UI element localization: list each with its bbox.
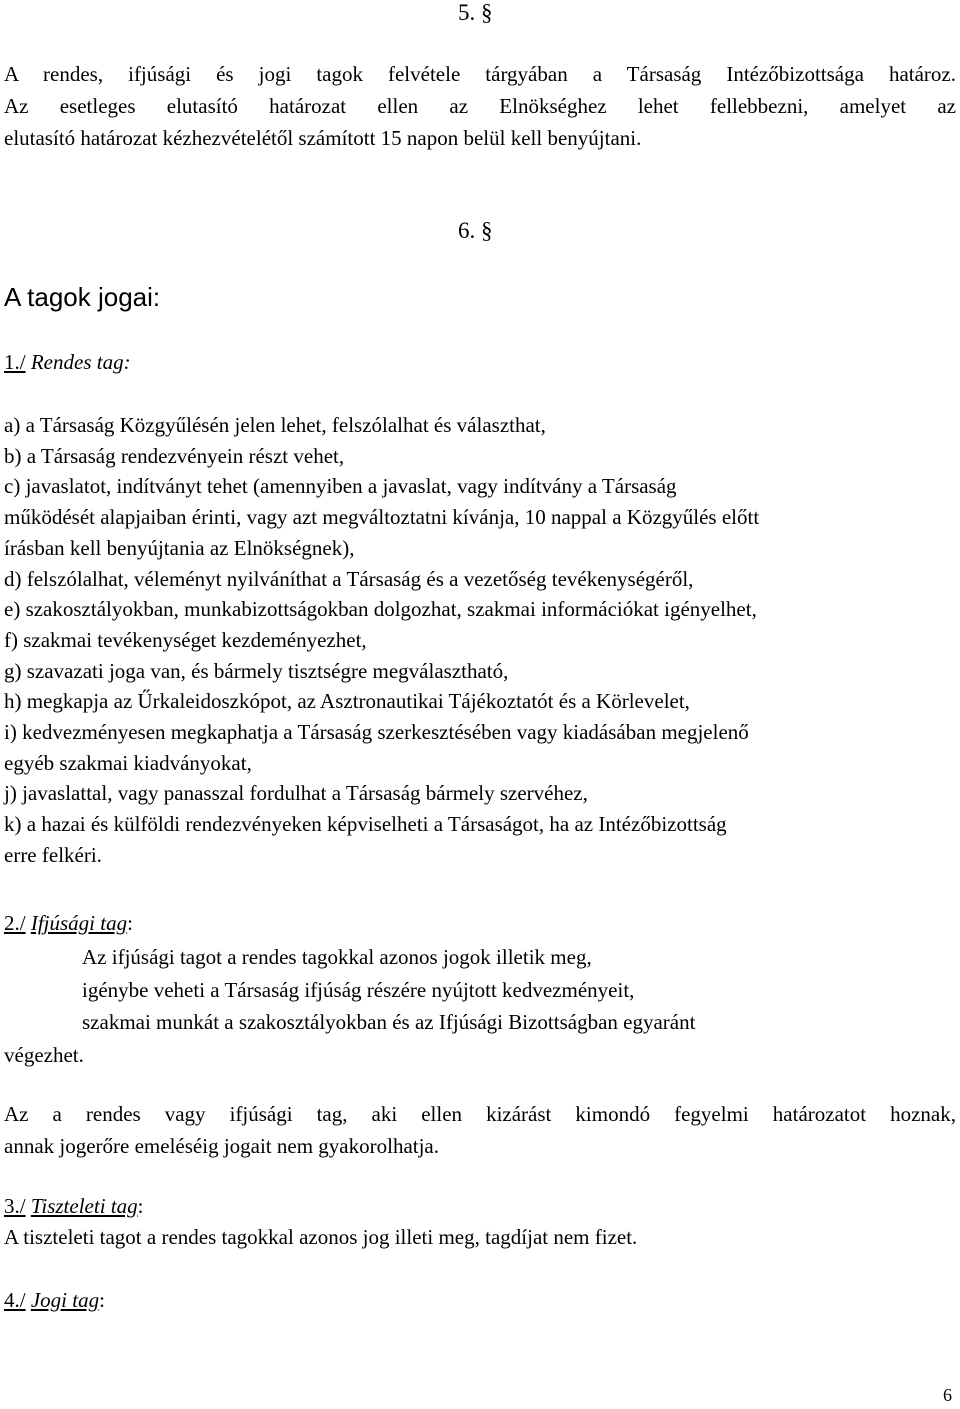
- list-item: Az ifjúsági tagot a rendes tagokkal azonos jogok illetik meg,: [82, 945, 592, 969]
- paragraph-line: elutasító határozat kézhezvételétől számított 15 napon belül kell benyújtani.: [4, 126, 642, 150]
- list-item: erre felkéri.: [4, 842, 102, 867]
- list-item: egyéb szakmai kiadványokat,: [4, 750, 252, 775]
- member-number: 3./: [4, 1194, 26, 1218]
- list-item: g) szavazati joga van, és bármely tisztségre megválasztható,: [4, 658, 509, 683]
- member-number: 1./: [4, 350, 26, 374]
- section-6-heading: 6. §: [458, 218, 493, 243]
- list-item: szakmai munkát a szakosztályokban és az Ifjúsági Bizottságban egyaránt: [82, 1010, 696, 1034]
- member-type-ordinary: [4, 350, 131, 375]
- paragraph-line: Az esetleges elutasító határozat ellen az Elnökséghez lehet fellebbezni, amelyet az: [4, 94, 956, 118]
- member-type-legal: [4, 1288, 105, 1313]
- list-item: j) javaslattal, vagy panasszal fordulhat a Társaság bármely szervéhez,: [4, 781, 588, 806]
- list-item: írásban kell benyújtania az Elnökségnek),: [4, 535, 355, 560]
- paragraph-line: annak jogerőre emeléséig jogait nem gyakorolhatja.: [4, 1134, 440, 1158]
- rights-title: A tagok jogai:: [4, 282, 161, 312]
- paragraph-line: A rendes, ifjúsági és jogi tagok felvétele tárgyában a Társaság Intézőbizottsága határoz.: [4, 62, 956, 86]
- member-number: 2./: [4, 911, 26, 935]
- member-label-colon: :: [137, 1194, 144, 1218]
- member-label: Ifjúsági tag: [30, 911, 128, 935]
- member-label-colon: :: [99, 1288, 105, 1312]
- list-item: f) szakmai tevékenységet kezdeményezhet,: [4, 627, 367, 652]
- list-item: h) megkapja az Űrkaleidoszkópot, az Asztronautikai Tájékoztatót és a Körlevelet,: [4, 689, 690, 714]
- list-item: igénybe veheti a Társaság ifjúság részére nyújtott kedvezményeit,: [82, 977, 635, 1002]
- section-5-paragraph: [4, 58, 956, 154]
- member-type-honorary: [4, 1194, 143, 1219]
- exclusion-paragraph: [4, 1098, 956, 1162]
- section-5-heading: 5. §: [458, 0, 493, 25]
- list-item: d) felszólalhat, véleményt nyilváníthat a Társaság és a vezetőség tevékenységéről,: [4, 566, 694, 591]
- member-type-youth: [4, 911, 133, 936]
- list-item: működését alapjaiban érinti, vagy azt megváltoztatni kívánja, 10 nappal a Közgyűlés előtt: [4, 505, 760, 530]
- honorary-member-paragraph: A tiszteleti tagot a rendes tagokkal azonos jog illeti meg, tagdíjat nem fizet.: [4, 1225, 638, 1249]
- member-number: 4./: [4, 1288, 26, 1312]
- page-number: 6: [943, 1385, 952, 1405]
- member-label-colon: :: [127, 911, 133, 935]
- list-item: k) a hazai és külföldi rendezvényeken képviselheti a Társaságot, ha az Intézőbizottság: [4, 812, 727, 837]
- list-item: b) a Társaság rendezvényein részt vehet,: [4, 443, 345, 468]
- member-label: Jogi tag: [30, 1288, 100, 1312]
- paragraph-line: Az a rendes vagy ifjúsági tag, aki ellen kizárást kimondó fegyelmi határozatot hoznak,: [4, 1102, 956, 1126]
- member-label: Tiszteleti tag: [30, 1194, 138, 1218]
- list-item: a) a Társaság Közgyűlésén jelen lehet, felszólalhat és választhat,: [4, 413, 546, 437]
- ordinary-member-rights-list: [4, 410, 956, 871]
- youth-member-rights-list: [4, 941, 956, 1071]
- list-item: e) szakosztályokban, munkabizottságokban dolgozhat, szakmai információkat igényelhet,: [4, 597, 757, 622]
- list-item: végezhet.: [4, 1042, 84, 1067]
- list-item: c) javaslatot, indítványt tehet (amennyiben a javaslat, vagy indítvány a Társaság: [4, 474, 677, 499]
- list-item: i) kedvezményesen megkaphatja a Társaság szerkesztésében vagy kiadásában megjelenő: [4, 720, 749, 745]
- member-label: Rendes tag:: [30, 350, 131, 374]
